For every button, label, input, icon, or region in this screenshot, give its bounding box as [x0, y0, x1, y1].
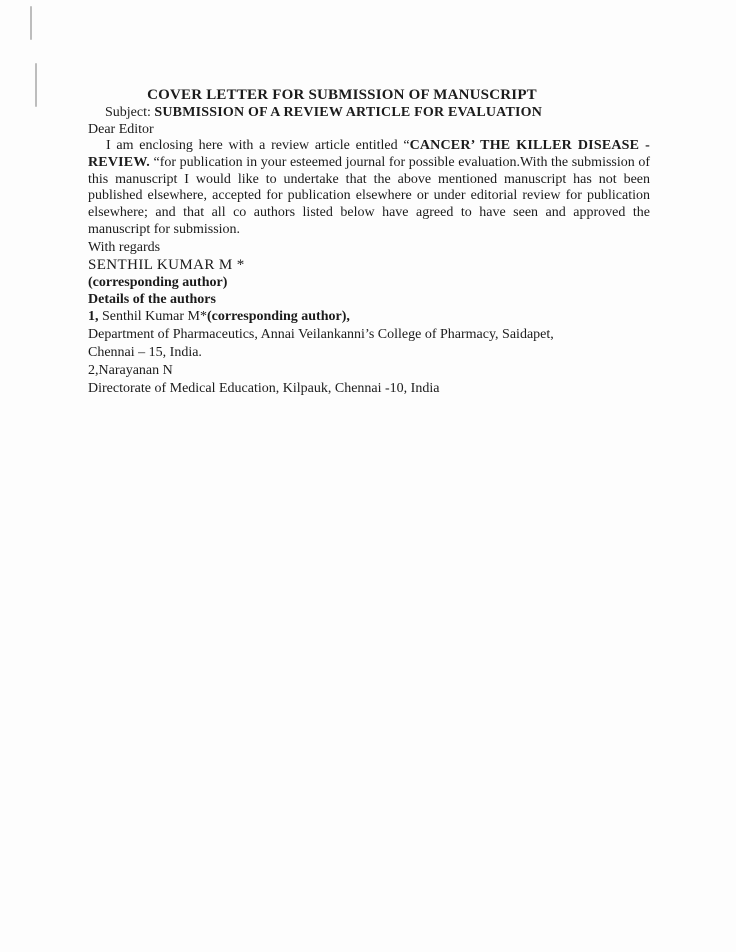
- author-1-location: Chennai – 15, India.: [88, 344, 202, 360]
- authors-section-heading: Details of the authors: [88, 291, 216, 307]
- scan-artifact-mark: [35, 63, 37, 107]
- subject-value: SUBMISSION OF A REVIEW ARTICLE FOR EVALUATION: [154, 105, 543, 120]
- cover-letter: [88, 0, 650, 398]
- author-1-name: Senthil Kumar M*: [98, 308, 207, 324]
- body-rest: “for publication in your esteemed journal for possible evaluation.With the submission of this manuscript I would like to undertake that the above mentioned manuscript has not been published elsewhere, accepted for publication elsewhere or under editorial review for publication elsewhere; and that all co authors listed below have agreed to have seen and approved the manuscript for submission.: [88, 154, 650, 237]
- author-1-affiliation: Department of Pharmaceutics, Annai Veilankanni’s College of Pharmacy, Saidapet,: [88, 326, 554, 342]
- body-paragraph: [88, 138, 650, 239]
- signatory-role: (corresponding author): [88, 274, 228, 290]
- closing-regards: With regards: [88, 239, 161, 255]
- scan-artifact-mark: [30, 6, 32, 40]
- author-1-number: 1,: [88, 308, 99, 324]
- signatory-name: SENTHIL KUMAR M *: [88, 256, 245, 273]
- salutation: Dear Editor: [88, 122, 154, 137]
- author-1-role: (corresponding author),: [207, 308, 350, 324]
- author-2-affiliation: Directorate of Medical Education, Kilpauk, Chennai -10, India: [88, 380, 440, 396]
- document-title: COVER LETTER FOR SUBMISSION OF MANUSCRIPT: [147, 87, 537, 103]
- subject-line: [88, 104, 650, 121]
- author-1-name-line: [88, 308, 650, 326]
- subject-label: Subject:: [105, 105, 155, 120]
- author-2-name-line: 2,Narayanan N: [88, 362, 173, 378]
- article-title: CANCER’ THE KILLER DISEASE - REVIEW.: [88, 138, 650, 170]
- body-lead: I am enclosing here with a review article entitled “: [106, 138, 410, 153]
